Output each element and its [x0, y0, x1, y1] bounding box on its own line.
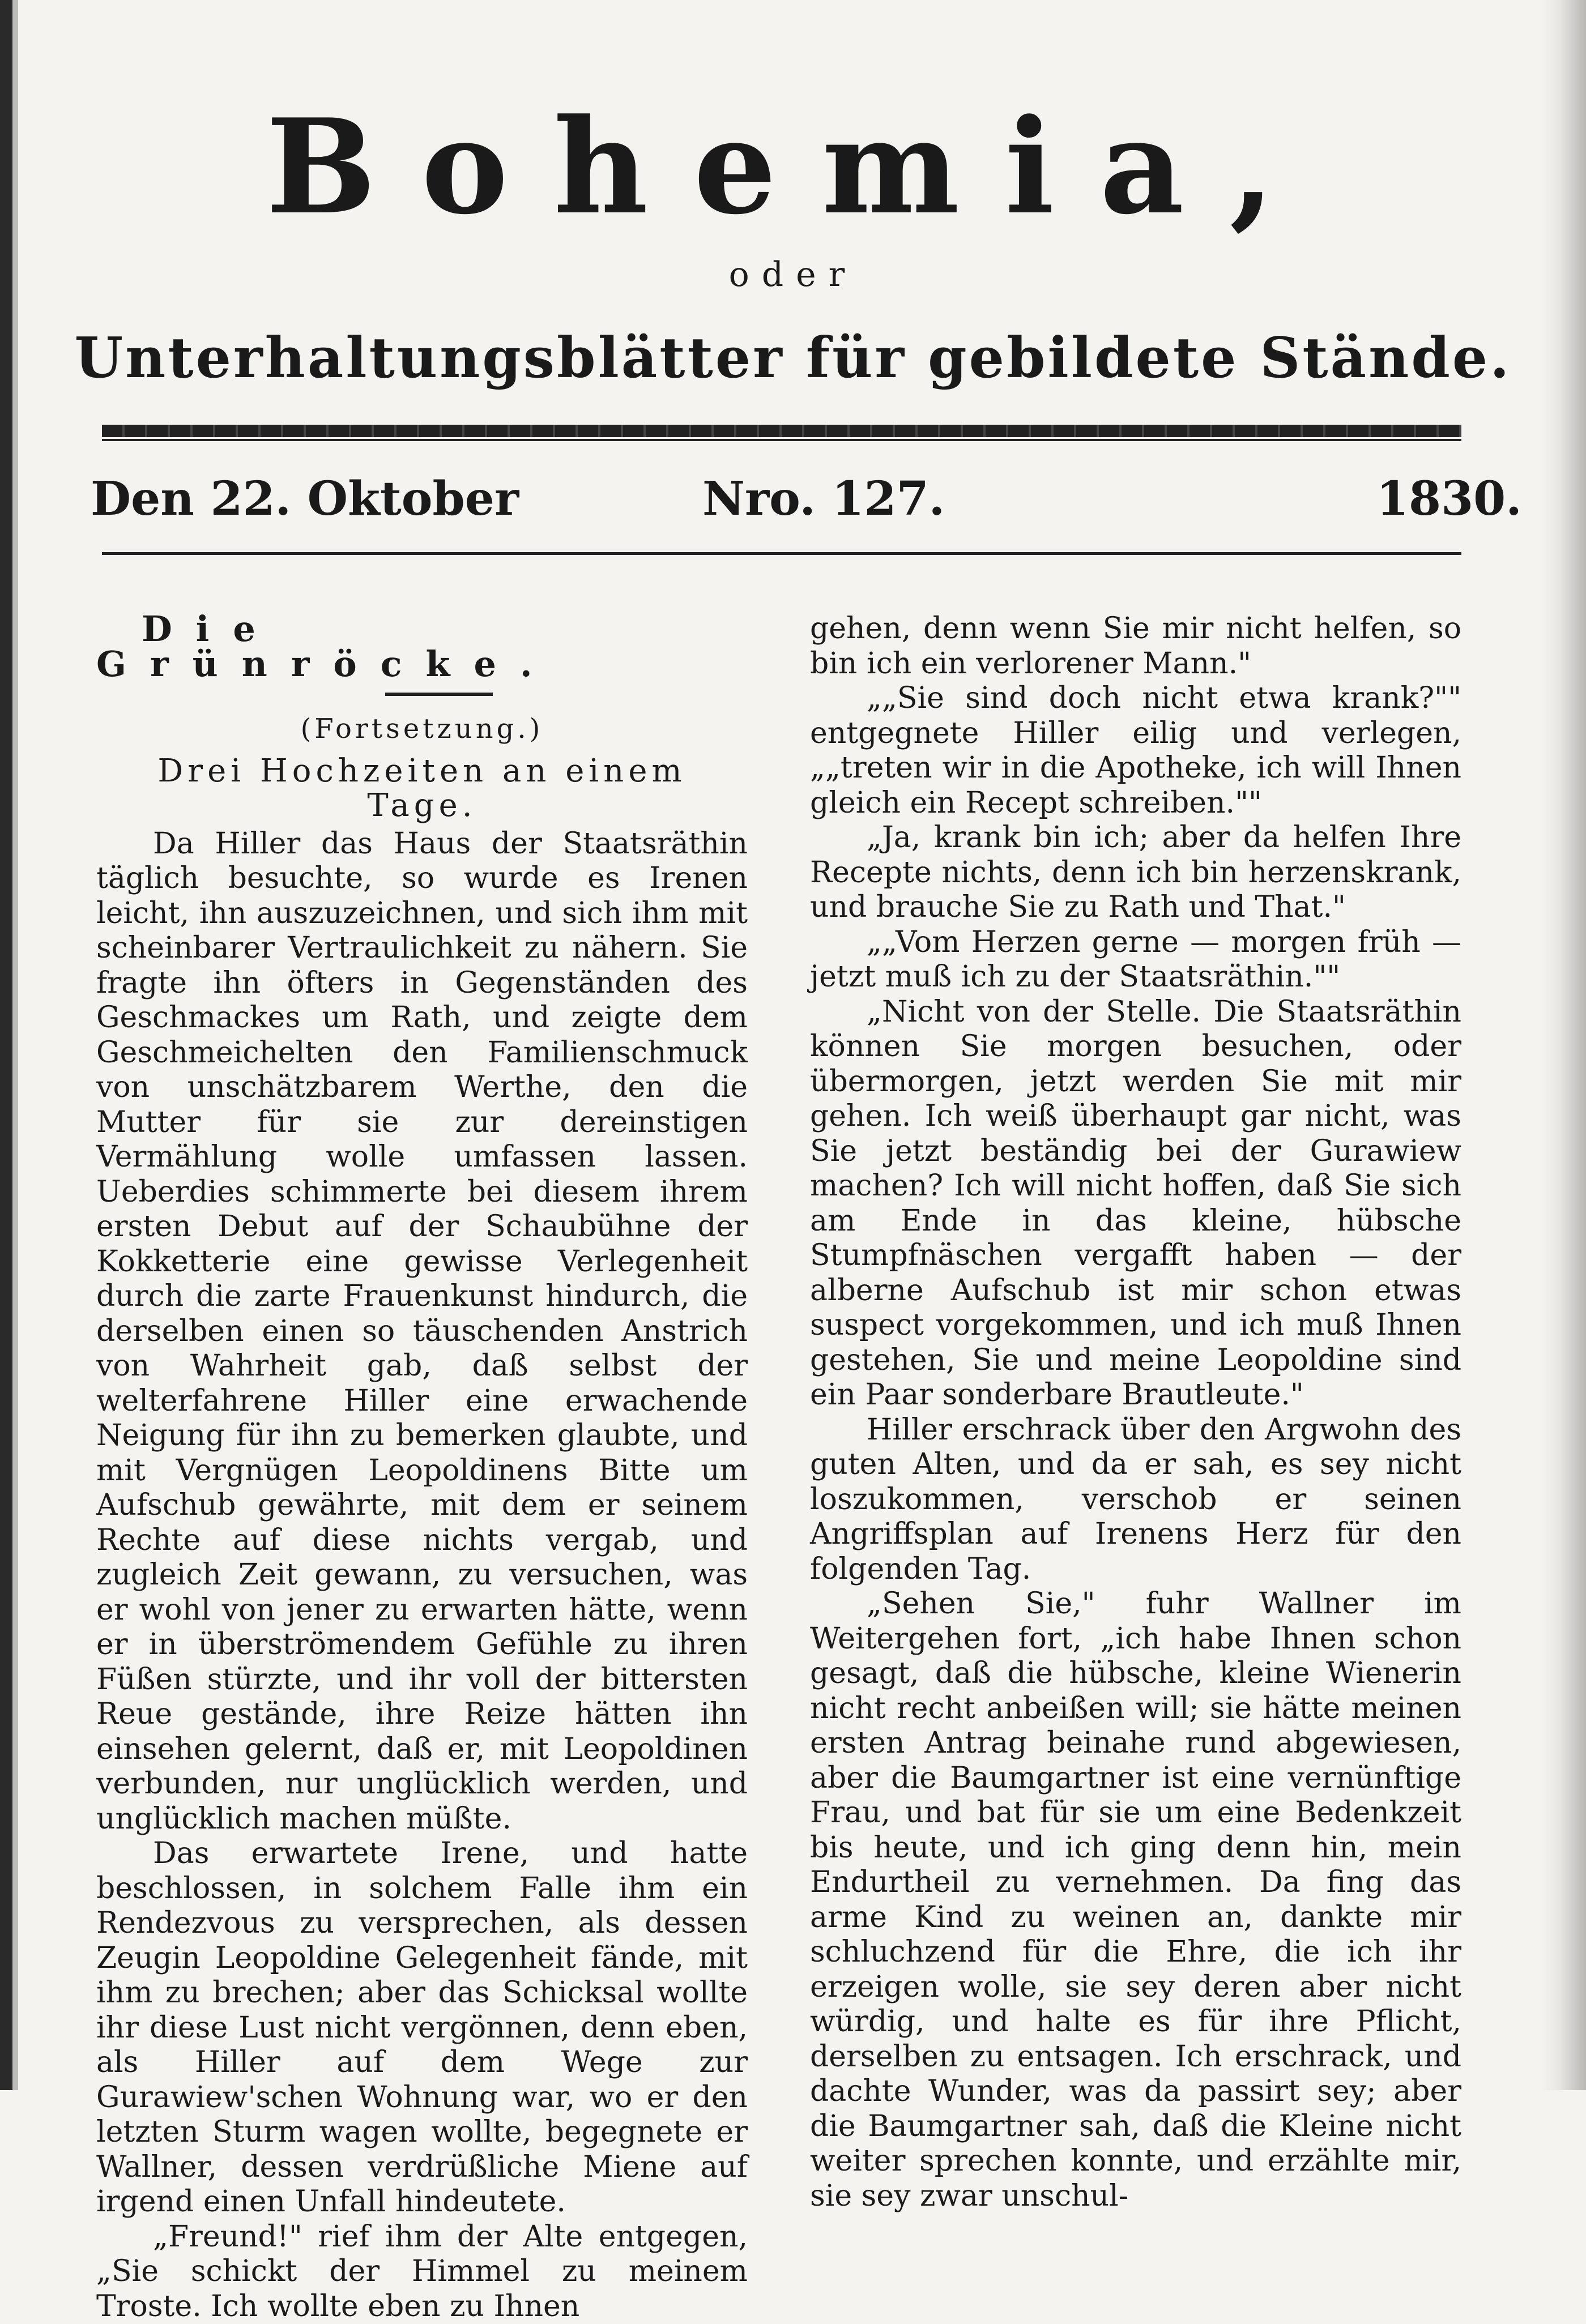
- masthead-rule: [102, 425, 1461, 437]
- paragraph: „Freund!" rief ihm der Alte entgegen, „Sie schickt der Himmel zu meinem Troste. Ich wollte eben zu Ihnen: [96, 2220, 748, 2324]
- newspaper-subtitle: Unterhaltungsblätter für gebildete Stände.: [0, 326, 1586, 391]
- article-subtitle: Drei Hochzeiten an einem Tage.: [96, 754, 748, 823]
- paragraph: gehen, denn wenn Sie mir nicht helfen, so bin ich ein verlorener Mann.": [810, 612, 1461, 681]
- paragraph: Da Hiller das Haus der Staatsräthin täglich besuchte, so wurde es Irenen leicht, ihn auszuzeichnen, und sich ihm mit scheinbarer Vertraulichkeit zu nähern. Sie fragte ihn öfters in Gegenständen des Geschmackes um Rath, und zeigte dem Geschmeichelten den Familienschmuck von unschätzbarem Werthe, den die Mutter für sie zur dereinstigen Vermählung wolle umfassen lassen. Ueberdies schimmerte bei diesem ihrem ersten Debut auf der Schaubühne der Kokketterie eine gewisse Verlegenheit durch die zarte Frauenkunst hindurch, die derselben einen so täuschenden Anstrich von Wahrheit gab, daß selbst der welterfahrene Hiller eine erwachende Neigung für ihn zu bemerken glaubte, und mit Vergnügen Leopoldinens Bitte um Aufschub gewährte, mit dem er seinem Rechte auf diese nichts vergab, und zugleich Zeit gewann, zu versuchen, was er wohl von jener zu erwarten hätte, wenn er in überströmendem Gefühle zu ihren Füßen stürzte, und ihr voll der bittersten Reue gestände, ihre Reize hätten ihn einsehen gelernt, daß er, mit Leopoldinen verbunden, nur unglücklich werden, und unglücklich machen müßte.: [96, 827, 748, 1837]
- paragraph: „Ja, krank bin ich; aber da helfen Ihre Recepte nichts, denn ich bin herzenskrank, und brauche Sie zu Rath und That.": [810, 821, 1461, 925]
- paragraph: „„Vom Herzen gerne — morgen früh — jetzt muß ich zu der Staatsräthin."": [810, 925, 1461, 995]
- paragraph: „Nicht von der Stelle. Die Staatsräthin können Sie morgen besuchen, oder übermorgen, jetzt werden Sie mit mir gehen. Ich weiß überhaupt gar nicht, was Sie jetzt beständig bei der Gurawiew machen? Ich will nicht hoffen, daß Sie sich am Ende in das kleine, hübsche Stumpfnäschen vergafft haben — der alberne Aufschub ist mir schon etwas suspect vorgekommen, und ich muß Ihnen gestehen, Sie und meine Leopoldine sind ein Paar sonderbare Brautleute.": [810, 995, 1461, 1413]
- scan-edge-left: [0, 0, 12, 2090]
- paragraph: Hiller erschrack über den Argwohn des guten Alten, und da er sah, es sey nicht loszukommen, verschob er seinen Angriffsplan auf Irenens Herz für den folgenden Tag.: [810, 1413, 1461, 1587]
- column-right: [810, 612, 1461, 2214]
- continuation-note: (Fortsetzung.): [96, 712, 748, 747]
- paragraph: „Sehen Sie," fuhr Wallner im Weitergehen fort, „ich habe Ihnen schon gesagt, daß die hübsche, kleine Wienerin nicht recht anbeißen will; sie hätte meinen ersten Antrag beinahe rund abgewiesen, aber die Baumgartner ist eine vernünftige Frau, und bat für sie um eine Bedenkzeit bis heute, und ich ging denn hin, mein Endurtheil zu vernehmen. Da fing das arme Kind zu weinen an, dankte mir schluchzend für die Ehre, die ich ihr erzeigen wolle, sie sey deren aber nicht würdig, und halte es für ihre Pflicht, derselben zu entsagen. Ich erschrack, und dachte Wunder, was da passirt sey; aber die Baumgartner sah, daß die Kleine nicht weiter sprechen konnte, und erzählte mir, sie sey zwar unschul-: [810, 1587, 1461, 2214]
- dateline-rule: [102, 552, 1461, 555]
- scan-edge-shadow: [12, 0, 18, 2090]
- masthead-rule-thin: [102, 439, 1461, 441]
- newspaper-title: Bohemia,: [0, 102, 1586, 232]
- column-left: [96, 612, 748, 2324]
- scan-edge-right: [1541, 0, 1586, 2090]
- title-divider: [385, 693, 493, 696]
- paragraph: Das erwartete Irene, und hatte beschlossen, in solchem Falle ihm ein Rendezvous zu versprechen, als dessen Zeugin Leopoldine Gelegenheit fände, mit ihm zu brechen; aber das Schicksal wollte ihr diese Lust nicht vergönnen, denn eben, als Hiller auf dem Wege zur Gurawiew'schen Wohnung war, wo er den letzten Sturm wagen wollte, begegnete er Wallner, dessen verdrüßliche Miene auf irgend einen Unfall hindeutete.: [96, 1836, 748, 2220]
- article-title: Die Grünröcke.: [96, 612, 748, 681]
- paragraph: „„Sie sind doch nicht etwa krank?"" entgegnete Hiller eilig und verlegen, „„treten wir in die Apotheke, ich will Ihnen gleich ein Recept schreiben."": [810, 681, 1461, 821]
- title-connector: oder: [0, 255, 1586, 294]
- issue-number: Nro. 127.: [702, 476, 945, 522]
- issue-year: 1830.: [1376, 476, 1522, 522]
- issue-date: Den 22. Oktober: [91, 476, 519, 522]
